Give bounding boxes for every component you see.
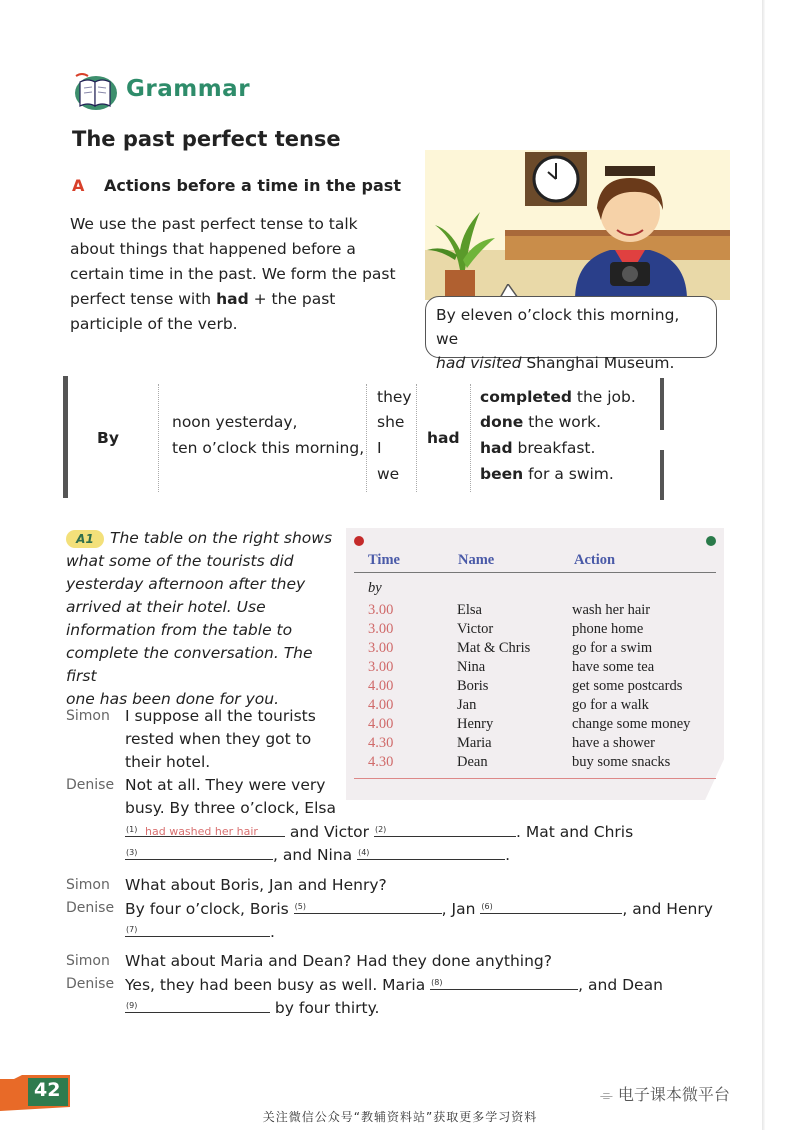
action-rest: the work. [523,413,602,431]
table-bottom-rule [354,778,716,779]
by-label: by [368,580,382,596]
row-time: 4.30 [368,735,394,751]
dialogue-line [125,920,275,944]
blank-number: (1) [126,825,138,834]
row-name: Jan [457,697,477,713]
row-action: wash her hair [572,602,651,618]
dialogue-text: . Mat and Chris [515,823,634,841]
row-action: go for a walk [572,697,649,713]
section-label: Grammar [126,76,251,102]
speaker-simon: Simon [66,708,110,724]
structure-time: ten o’clock this morning, [172,439,365,457]
table-row [346,754,724,773]
blank-number: (5) [294,902,307,911]
answer-blank-9[interactable] [125,996,270,1013]
blank-number: (2) [374,825,387,834]
dialogue-text: Yes, they had been busy as well. Maria [125,976,431,994]
action-rest: breakfast. [512,439,596,457]
wechat-watermark [600,1082,730,1105]
speech-line [436,351,706,375]
wall-clock-icon [525,152,587,206]
dialogue-line [125,897,713,921]
dialogue-line: their hotel. [125,753,211,771]
sample-answer: had washed her hair [145,825,258,838]
table-row [346,716,724,735]
intro-line: We use the past perfect tense to talk [70,215,358,233]
answer-blank-1[interactable] [125,820,285,837]
intro-had: had [216,290,249,308]
speech-bubble [425,296,717,372]
dialogue-line [125,843,510,867]
dialogue-text: . [270,923,275,941]
table-row [346,735,724,754]
green-pin-icon [706,536,716,546]
header-rule [354,572,716,573]
table-row [346,602,724,621]
instruction-line: The table on the right shows [110,529,333,547]
structure-right-bar [660,450,664,500]
dialogue-line: I suppose all the tourists [125,707,316,725]
speaker-denise: Denise [66,900,115,916]
speaker-simon: Simon [66,953,110,969]
page-edge-shadow [762,0,765,1130]
table-row [346,640,724,659]
dialogue-line [125,996,379,1020]
structure-action [480,436,595,462]
activity-instructions [66,527,341,711]
dialogue-text: By four o’clock, Boris [125,900,294,918]
structure-action [480,410,601,436]
section-letter: A [72,176,85,195]
structure-divider [416,384,417,492]
row-time: 3.00 [368,602,394,618]
row-action: change some money [572,716,691,732]
row-time: 3.00 [368,621,394,637]
dialogue-line: busy. By three o’clock, Elsa [125,799,336,817]
intro-text: perfect tense with [70,290,212,308]
action-verb: been [480,465,524,483]
intro-line: about things that happened before a [70,240,356,258]
intro-line: certain time in the past. We form the past [70,265,396,283]
row-name: Elsa [457,602,482,618]
dialogue-text: and Victor [285,823,374,841]
answer-blank-6[interactable] [480,897,622,914]
answer-blank-4[interactable] [357,843,505,860]
structure-left-bar [63,376,68,498]
row-time: 4.30 [368,754,394,770]
structure-action [480,385,636,411]
row-action: have a shower [572,735,655,751]
blank-number: (4) [358,848,370,857]
speech-text: Shanghai Museum. [521,354,675,372]
structure-divider [158,384,159,492]
page-title: The past perfect tense [72,127,341,151]
row-name: Nina [457,659,486,675]
answer-blank-2[interactable] [374,820,516,837]
wechat-icon: ⌯ [600,1085,618,1104]
structure-right-bar [660,378,664,430]
speech-had-visited: had visited [436,354,522,372]
answer-blank-5[interactable] [294,897,442,914]
activity-badge: A1 [66,530,104,548]
structure-subject: they [377,388,412,406]
blank-number: (8) [431,978,443,987]
action-rest: for a swim. [523,465,614,483]
answer-blank-3[interactable] [125,843,273,860]
row-name: Boris [457,678,489,694]
instruction-line: yesterday afternoon after they [66,575,306,593]
speaker-simon: Simon [66,877,110,893]
header-time: Time [368,552,400,568]
row-name: Maria [457,735,492,751]
blank-number: (6) [481,902,493,911]
dialogue-line: Not at all. They were very [125,776,326,794]
section-title: Actions before a time in the past [104,176,401,195]
dialogue-text: , Jan [441,900,481,918]
row-time: 3.00 [368,640,394,656]
instruction-line: arrived at their hotel. Use [66,598,266,616]
footer-notice: 关注微信公众号“教辅资料站”获取更多学习资料 [262,1110,538,1124]
row-time: 4.00 [368,678,394,694]
answer-blank-8[interactable] [430,973,578,990]
red-pin-icon [354,536,364,546]
structure-divider [470,384,471,492]
row-action: go for a swim [572,640,653,656]
intro-paragraph [70,212,410,337]
table-row [346,697,724,716]
dialogue-line: What about Boris, Jan and Henry? [125,876,387,894]
structure-subject: she [377,413,405,431]
tourist-illustration [425,150,730,300]
blank-number: (7) [126,925,138,934]
tourist-table [346,528,724,800]
row-name: Henry [457,716,494,732]
intro-text: + the past [248,290,336,308]
row-action: buy some snacks [572,754,671,770]
table-row [346,659,724,678]
dialogue-text: , and Dean [578,976,663,994]
dialogue-text: . [505,846,511,864]
table-row [346,621,724,640]
speech-line: By eleven o’clock this morning, we [436,306,680,348]
action-verb: completed [480,388,572,406]
row-name: Mat & Chris [457,640,531,656]
speaker-denise: Denise [66,976,115,992]
row-time: 4.00 [368,716,394,732]
row-action: get some postcards [572,678,683,694]
page-number: 42 [34,1079,61,1101]
dialogue-line: What about Maria and Dean? Had they done anything? [125,952,552,970]
blank-number: (3) [126,848,138,857]
action-verb: done [480,413,524,431]
row-time: 3.00 [368,659,394,675]
structure-had: had [427,429,460,447]
dialogue-line [125,973,663,997]
structure-divider [366,384,367,492]
instruction-line: what some of the tourists did [66,552,294,570]
row-name: Victor [457,621,494,637]
dialogue-text: , and Henry [622,900,713,918]
blank-number: (9) [126,1001,138,1010]
structure-subject: we [377,465,400,483]
row-name: Dean [457,754,488,770]
dialogue-line: rested when they got to [125,730,312,748]
structure-action [480,462,614,488]
structure-time: noon yesterday, [172,413,298,431]
structure-by: By [97,429,119,447]
grammar-book-icon [72,70,118,112]
header-action: Action [574,552,616,568]
dialogue-text: by four thirty. [270,999,380,1017]
dialogue-line [125,820,633,844]
row-action: phone home [572,621,644,637]
instruction-line: information from the table to [66,621,293,639]
row-action: have some tea [572,659,655,675]
wechat-label: 电子课本微平台 [617,1085,730,1104]
intro-line: participle of the verb. [70,315,238,333]
intro-line [70,287,410,312]
action-rest: the job. [571,388,636,406]
action-verb: had [480,439,513,457]
speaker-denise: Denise [66,777,115,793]
table-row [346,678,724,697]
answer-blank-7[interactable] [125,920,270,937]
row-time: 4.00 [368,697,394,713]
dialogue-text: , and Nina [273,846,358,864]
header-name: Name [458,552,495,568]
instruction-line: complete the conversation. The first [66,644,313,685]
structure-subject: I [377,439,382,457]
instruction-line: one has been done for you. [66,690,280,708]
